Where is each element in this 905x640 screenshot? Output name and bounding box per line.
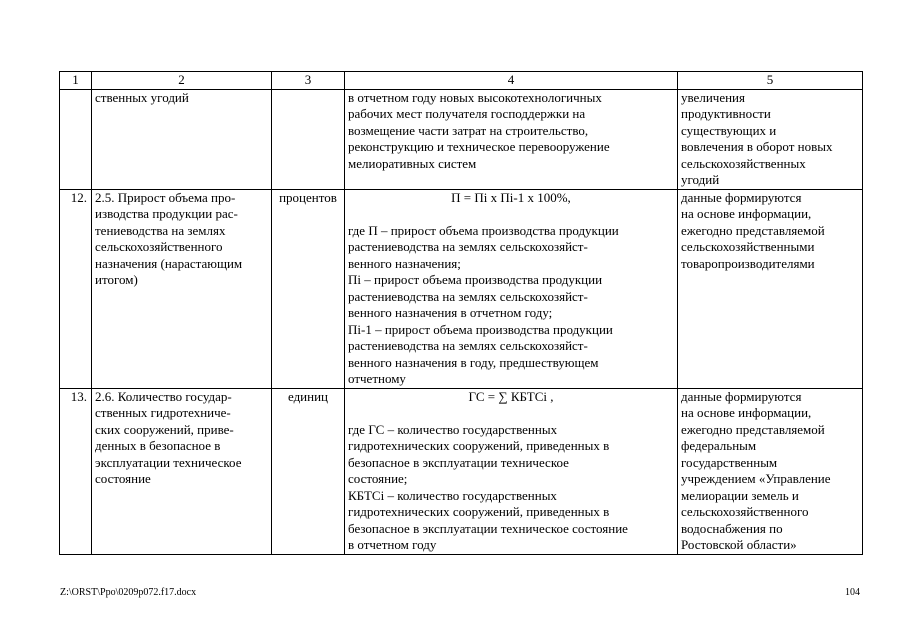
source-cell (678, 388, 863, 554)
source-line: товаропроизводителями (681, 255, 815, 271)
unit-cell: единиц (272, 388, 345, 554)
page-number: 104 (845, 587, 860, 598)
unit-cell (272, 89, 345, 189)
indicator-name (92, 388, 272, 554)
name-line: ских сооружений, приве- (95, 421, 234, 437)
calc-line: рабочих мест получателя господдержки на (348, 106, 586, 121)
col-header-3: 3 (272, 72, 345, 90)
source-line: учреждением «Управление (681, 471, 831, 486)
name-line: изводства продукции рас- (95, 206, 238, 221)
calc-line: где П – прирост объема производства продукции (348, 222, 619, 238)
source-line: данные формируются (681, 189, 802, 205)
indicator-name (92, 189, 272, 388)
calc-line: где ГС – количество государственных (348, 421, 558, 437)
calc-line: растениеводства на землях сельскохозяйст- (348, 288, 588, 304)
calc-line: Пi – прирост объема производства продукции (348, 272, 603, 287)
calc-line: венного назначения в отчетном году; (348, 305, 553, 320)
calc-line: КБТСi – количество государственных (348, 487, 557, 503)
col-header-4: 4 (345, 72, 678, 90)
calc-line: мелиоративных систем (348, 155, 477, 171)
source-line: на основе информации, (681, 405, 812, 420)
calc-line: возмещение части затрат на строительство, (348, 122, 589, 138)
row-number: 13. (60, 388, 92, 554)
file-path-footer: Z:\ORST\Ppo\0209p072.f17.docx (60, 587, 197, 598)
source-line: существующих и (681, 122, 777, 138)
calculation-cell (345, 388, 678, 554)
source-line: продуктивности (681, 106, 771, 121)
source-line: данные формируются (681, 388, 802, 404)
source-line: сельскохозяйственными (681, 239, 815, 254)
col-header-2: 2 (92, 72, 272, 90)
source-cell (678, 189, 863, 388)
table-row (60, 89, 863, 189)
calc-line: венного назначения; (348, 255, 461, 271)
source-line: ежегодно представляемой (681, 421, 825, 437)
calc-line: Пi-1 – прирост объема производства продукции (348, 321, 613, 337)
name-line: 2.6. Количество государ- (95, 388, 232, 404)
calc-line: безопасное в эксплуатации техническое состояние (348, 520, 628, 536)
calc-line: венного назначения в году, предшествующем (348, 354, 599, 370)
source-line: на основе информации, (681, 206, 812, 221)
name-line: эксплуатации техническое (95, 454, 242, 470)
source-line: государственным (681, 454, 778, 470)
source-line: вовлечения в оборот новых (681, 139, 833, 154)
name-line: назначения (нарастающим (95, 255, 243, 271)
name-line: состояние (95, 471, 151, 486)
table-row (60, 189, 863, 388)
calc-line: реконструкцию и техническое перевооружение (348, 139, 610, 154)
name-line: тениеводства на землях (95, 222, 226, 238)
col-header-5: 5 (678, 72, 863, 90)
calc-line: гидротехнических сооружений, приведенных в (348, 438, 610, 453)
calc-line: состояние; (348, 471, 408, 486)
calc-line: в отчетном году (348, 537, 437, 552)
calculation-cell (345, 189, 678, 388)
name-line: ственных гидротехниче- (95, 405, 231, 420)
indicator-table (59, 71, 863, 555)
source-cell (678, 89, 863, 189)
calc-line: растениеводства на землях сельскохозяйст- (348, 239, 588, 254)
name-line: итогом) (95, 272, 138, 287)
source-line: мелиорации земель и (681, 487, 799, 503)
source-line: сельскохозяйственных (681, 155, 806, 171)
table-row (60, 388, 863, 554)
row-number: 12. (60, 189, 92, 388)
source-line: увеличения (681, 89, 745, 105)
header-row (60, 72, 863, 90)
source-line: угодий (681, 172, 720, 187)
source-line: Ростовской области» (681, 537, 797, 552)
col-header-1: 1 (60, 72, 92, 90)
formula: ГС = ∑ КБТСi , (468, 388, 554, 404)
source-line: ежегодно представляемой (681, 222, 825, 238)
calc-line: отчетному (348, 371, 406, 386)
source-line: федеральным (681, 438, 757, 453)
unit-cell: процентов (272, 189, 345, 388)
calc-line: растениеводства на землях сельскохозяйст- (348, 338, 588, 353)
calculation-cell (345, 89, 678, 189)
name-line: денных в безопасное в (95, 438, 221, 453)
name-line: 2.5. Прирост объема про- (95, 189, 236, 205)
indicator-name: ственных угодий (92, 89, 272, 189)
formula: П = Пi х Пi-1 х 100%, (451, 189, 571, 205)
row-number (60, 89, 92, 189)
name-line: сельскохозяйственного (95, 239, 223, 254)
source-line: водоснабжения по (681, 520, 783, 536)
calc-line: безопасное в эксплуатации техническое (348, 454, 569, 470)
calc-line: в отчетном году новых высокотехнологичных (348, 89, 602, 105)
calc-line: гидротехнических сооружений, приведенных в (348, 504, 610, 519)
source-line: сельскохозяйственного (681, 504, 809, 519)
